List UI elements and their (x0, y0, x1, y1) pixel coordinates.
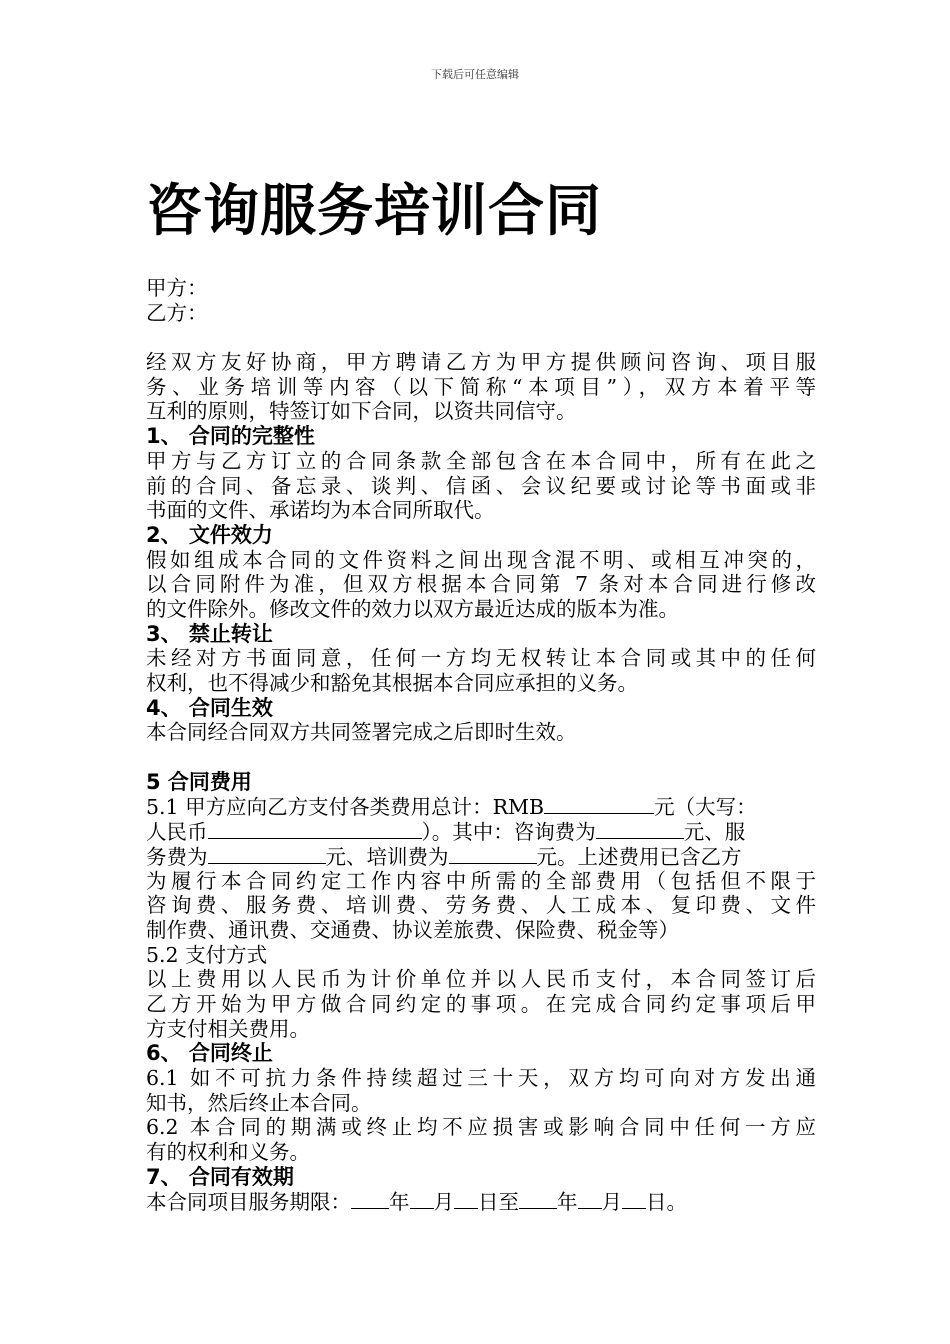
section-line: 有的权利和义务。 (146, 1140, 310, 1165)
spacer (146, 745, 816, 770)
contract-body (146, 276, 816, 1214)
section-line: 假如组成本合同的文件资料之间出现含混不明、或相互冲突的， (146, 547, 816, 572)
document-title: 咨询服务培训合同 (146, 179, 602, 244)
term-text: 年 (389, 1190, 410, 1215)
fee-text: 务费为 (146, 844, 208, 869)
term-text: 本合同项目服务期限： (146, 1190, 351, 1215)
section-heading: 5 合同费用 (146, 769, 252, 794)
section-heading: 3、 禁止转让 (146, 621, 273, 646)
section-heading: 2、 文件效力 (146, 522, 273, 547)
header-note: 下载后可任意编辑 (431, 68, 519, 81)
section-heading: 1、 合同的完整性 (146, 424, 315, 449)
spacer (146, 325, 816, 350)
fill-blank[interactable] (208, 844, 326, 864)
fee-text: 人民币 (146, 820, 208, 845)
fill-blank[interactable] (544, 794, 654, 814)
fee-text: 元。上述费用已含乙方 (536, 844, 742, 869)
fill-blank[interactable] (208, 819, 422, 839)
fill-blank[interactable] (351, 1189, 389, 1209)
intro-line: 互利的原则，特签订如下合同，以资共同信守。 (146, 399, 577, 424)
fee-text: 元、服 (683, 820, 746, 845)
section-line: 知书，然后终止本合同。 (146, 1090, 372, 1115)
section-line: 以上费用以人民币为计价单位并以人民币支付，本合同签订后 (146, 967, 816, 992)
section-line: 甲方与乙方订立的合同条款全部包含在本合同中，所有在此之 (146, 448, 816, 473)
section-heading: 4、 合同生效 (146, 695, 273, 720)
term-text: 日至 (478, 1190, 519, 1215)
term-line (146, 1189, 816, 1214)
section-line: 为履行本合同约定工作内容中所需的全部费用（包括但不限于 (146, 868, 816, 893)
fill-blank[interactable] (454, 1189, 478, 1209)
section-line: 咨询费、服务费、培训费、劳务费、人工成本、复印费、文件 (146, 893, 816, 918)
fee-line (146, 844, 816, 869)
party-b-label: 乙方： (146, 300, 208, 325)
fee-text: 元、培训费为 (325, 844, 449, 869)
intro-line: 经双方友好协商，甲方聘请乙方为甲方提供顾问咨询、项目服 (146, 350, 816, 375)
section-line: 以合同附件为准，但双方根据本合同第 7 条对本合同进行修改 (146, 572, 816, 597)
section-heading: 6、 合同终止 (146, 1041, 273, 1066)
fee-line (146, 819, 816, 844)
fill-blank[interactable] (410, 1189, 434, 1209)
section-line: 书面的文件、承诺均为本合同所取代。 (146, 498, 495, 523)
fee-total-line (146, 794, 816, 819)
section-line: 未经对方书面同意，任何一方均无权转让本合同或其中的任何 (146, 646, 816, 671)
party-a-label: 甲方： (146, 276, 208, 300)
section-line: 6.2 本合同的期满或终止均不应损害或影响合同中任何一方应 (146, 1115, 816, 1140)
term-text: 日。 (646, 1190, 687, 1215)
fee-text: ）。其中：咨询费为 (421, 820, 596, 845)
fill-blank[interactable] (519, 1189, 557, 1209)
section-heading: 7、 合同有效期 (146, 1164, 294, 1189)
section-line: 权利，也不得减少和豁免其根据本合同应承担的义务。 (146, 671, 638, 695)
section-line: 的文件除外。修改文件的效力以双方最近达成的版本为准。 (146, 596, 679, 621)
term-text: 年 (557, 1190, 578, 1215)
section-line: 6.1 如不可抗力条件持续超过三十天，双方均可向对方发出通 (146, 1066, 816, 1090)
section-line: 本合同经合同双方共同签署完成之后即时生效。 (146, 720, 577, 745)
fill-blank[interactable] (578, 1189, 602, 1209)
section-line: 乙方开始为甲方做合同约定的事项。在完成合同约定事项后甲 (146, 991, 816, 1016)
fee-text: 元（大写： (654, 795, 757, 820)
term-text: 月 (433, 1190, 454, 1215)
fee-text: 5.1 甲方应向乙方支付各类费用总计：RMB (146, 795, 545, 820)
section-line: 方支付相关费用。 (146, 1016, 310, 1041)
subsection-heading: 5.2 支付方式 (146, 942, 268, 967)
section-line: 前的合同、备忘录、谈判、信函、会议纪要或讨论等书面或非 (146, 473, 816, 498)
term-text: 月 (601, 1190, 622, 1215)
fill-blank[interactable] (449, 844, 537, 864)
fill-blank[interactable] (596, 819, 684, 839)
fill-blank[interactable] (622, 1189, 646, 1209)
intro-line: 务、业务培训等内容（以下简称“本项目”），双方本着平等 (146, 374, 816, 399)
section-line: 制作费、通讯费、交通费、协议差旅费、保险费、税金等） (146, 917, 679, 942)
